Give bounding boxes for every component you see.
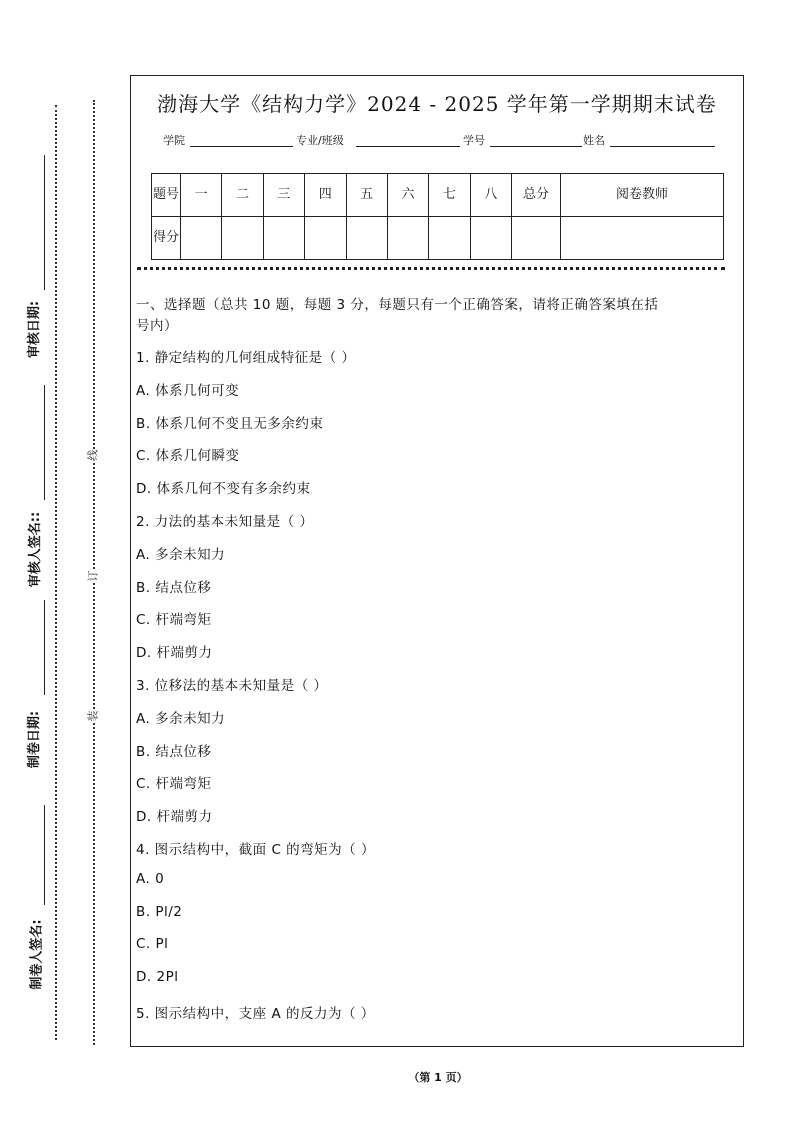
answer-option: A. 体系几何可变	[136, 382, 240, 399]
major-class-label: 专业/班级	[296, 134, 344, 147]
answer-option: A. 多余未知力	[136, 710, 226, 727]
col-header: 八	[470, 174, 511, 217]
score-cell[interactable]	[429, 217, 470, 260]
page-number: （第 1 页）	[408, 1071, 468, 1084]
col-header-total: 总分	[512, 174, 561, 217]
score-cell[interactable]	[387, 217, 428, 260]
score-cell[interactable]	[222, 217, 263, 260]
question-stem: 1. 静定结构的几何组成特征是（ ）	[136, 350, 356, 366]
col-header: 六	[387, 174, 428, 217]
signature-underline	[44, 385, 45, 500]
exam-title: 渤海大学《结构力学》2024 - 2025 学年第一学期期末试卷	[157, 92, 717, 116]
score-cell[interactable]	[181, 217, 222, 260]
col-header: 二	[222, 174, 263, 217]
signature-underline	[44, 155, 45, 290]
question-stem: 4. 图示结构中，截面 C 的弯矩为（ ）	[136, 842, 375, 858]
question-stem: 3. 位移法的基本未知量是（ ）	[136, 678, 328, 694]
paper-date-label: 制卷日期:	[27, 710, 43, 769]
row-label-score: 得分	[152, 217, 181, 260]
answer-option: D. 2Pl	[136, 969, 179, 986]
col-header: 一	[181, 174, 222, 217]
review-date-label: 审核日期:	[27, 300, 43, 359]
col-header-grader: 阅卷教师	[561, 174, 724, 217]
row-label-question: 题号	[152, 174, 181, 217]
section-divider	[137, 267, 725, 270]
score-cell[interactable]	[346, 217, 387, 260]
binding-mark-line: 线	[86, 449, 100, 461]
signature-underline	[44, 805, 45, 905]
reviewer-signature-label: 审核人签名::	[28, 511, 44, 588]
college-field[interactable]	[190, 146, 293, 147]
seal-dotted-line	[55, 105, 57, 1040]
name-field[interactable]	[610, 146, 715, 147]
answer-option: B. 结点位移	[136, 579, 212, 596]
answer-option: B. Pl/2	[136, 903, 183, 920]
answer-option: A. 0	[136, 870, 165, 887]
section-heading: 一、选择题（总共 10 题，每题 3 分，每题只有一个正确答案，请将正确答案填在括	[136, 297, 659, 313]
answer-option: B. 结点位移	[136, 743, 212, 760]
binding-mark-staple: 订	[86, 570, 100, 582]
answer-option: C. 杆端弯矩	[136, 612, 212, 629]
score-table	[151, 173, 724, 260]
student-id-field[interactable]	[490, 146, 582, 147]
answer-option: C. Pl	[136, 936, 169, 953]
answer-option: D. 杆端剪力	[136, 645, 213, 662]
score-cell[interactable]	[305, 217, 346, 260]
binding-mark-bind: 装	[86, 710, 100, 722]
answer-option: C. 杆端弯矩	[136, 776, 212, 793]
student-id-label: 学号	[463, 134, 485, 147]
score-cell[interactable]	[470, 217, 511, 260]
col-header: 四	[305, 174, 346, 217]
question-stem: 5. 图示结构中，支座 A 的反力为（ ）	[136, 1006, 375, 1022]
score-cell[interactable]	[263, 217, 304, 260]
answer-option: C. 体系几何瞬变	[136, 448, 240, 465]
answer-option: A. 多余未知力	[136, 546, 226, 563]
college-label: 学院	[163, 134, 185, 147]
score-cell[interactable]	[561, 217, 724, 260]
section-heading-cont: 号内）	[136, 318, 178, 334]
question-stem: 2. 力法的基本未知量是（ ）	[136, 514, 314, 530]
score-cell[interactable]	[512, 217, 561, 260]
answer-option: D. 体系几何不变有多余约束	[136, 481, 311, 498]
col-header: 三	[263, 174, 304, 217]
paper-maker-signature-label: 制卷人签名:	[29, 919, 45, 990]
name-label: 姓名	[583, 134, 605, 147]
col-header: 五	[346, 174, 387, 217]
signature-underline	[44, 600, 45, 695]
answer-option: D. 杆端剪力	[136, 809, 213, 826]
major-class-field[interactable]	[356, 146, 460, 147]
col-header: 七	[429, 174, 470, 217]
answer-option: B. 体系几何不变且无多余约束	[136, 415, 324, 432]
